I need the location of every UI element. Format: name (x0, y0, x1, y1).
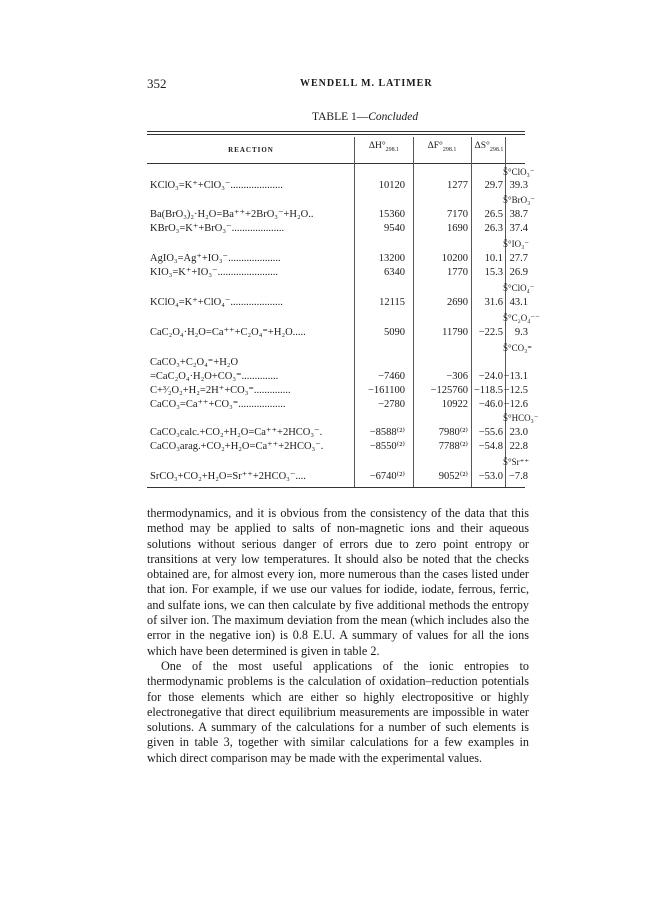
ds-cell: −118.5 (473, 385, 503, 396)
ion-value-cell: 37.4 (509, 223, 528, 234)
df-cell: 2690 (447, 297, 468, 308)
header-dh-symbol: ΔH° (368, 141, 386, 151)
ion-value-cell: −12.5 (503, 385, 528, 396)
running-head: WENDELL M. LATIMER (300, 78, 433, 89)
ion-value-cell: −13.1 (503, 371, 528, 382)
ion-label: S̄°HCO₃⁻ (503, 413, 539, 423)
ds-cell: −55.6 (478, 427, 503, 438)
ion-label: S̄°ClO₄⁻ (503, 283, 535, 293)
table-row (147, 440, 528, 454)
ds-cell: 10.1 (484, 253, 503, 264)
dh-cell: 13200 (378, 253, 405, 264)
ion-label: S̄°ClO₃⁻ (503, 167, 535, 177)
header-df-symbol: ΔF° (427, 141, 443, 151)
reaction-cell: AgIO₃=Ag⁺+IO₃⁻.................... (150, 253, 281, 264)
ion-value-cell: 27.7 (509, 253, 528, 264)
table-row (147, 252, 528, 266)
table-title (312, 111, 418, 123)
table-row (147, 266, 528, 280)
df-cell: 1277 (447, 180, 468, 191)
reaction-cell: KIO₃=K⁺+IO₃⁻....................... (150, 267, 278, 278)
table-header-rule (147, 163, 525, 164)
df-cell: −306 (446, 371, 468, 382)
table-top-rule-2 (147, 134, 525, 135)
header-dh (357, 141, 411, 153)
header-df (415, 141, 469, 153)
header-ds-sub: 298.1 (489, 146, 504, 153)
ds-cell: 29.7 (484, 180, 503, 191)
header-reaction: REACTION (228, 146, 274, 154)
reaction-cell: CaC₂O₄·H₂O=Ca⁺⁺+C₂O₄⁼+H₂O..... (150, 327, 306, 338)
ds-cell: 26.5 (484, 209, 503, 220)
table-row (147, 326, 528, 340)
ion-label: S̄°CO₃⁼ (503, 343, 532, 353)
dh-cell: −8550⁽²⁾ (369, 441, 405, 452)
header-ds-symbol: ΔS° (474, 141, 490, 151)
df-cell: 7170 (447, 209, 468, 220)
df-cell: 1690 (447, 223, 468, 234)
reaction-cell: CaCO₃+C₂O₄⁼+H₂O (150, 357, 239, 368)
dh-cell: −7460 (378, 371, 405, 382)
table-top-rule (147, 131, 525, 132)
df-cell: 10922 (441, 399, 468, 410)
ion-label: S̄°C₂O₄⁻⁻ (503, 313, 540, 323)
table-row (147, 208, 528, 222)
dh-cell: 12115 (379, 297, 405, 308)
dh-cell: −2780 (378, 399, 405, 410)
reaction-cell: C+³⁄₂O₂+H₂=2H⁺+CO₃⁼.............. (150, 385, 291, 396)
ion-value-cell: 38.7 (509, 209, 528, 220)
ds-cell: −22.5 (478, 327, 503, 338)
dh-cell: 6340 (384, 267, 405, 278)
reaction-cell: Ba(BrO₃)₂·H₂O=Ba⁺⁺+2BrO₃⁻+H₂O.. (150, 209, 314, 220)
reaction-cell: KBrO₃=K⁺+BrO₃⁻.................... (150, 223, 285, 234)
table-row (147, 370, 528, 384)
reaction-cell: CaCO₃arag.+CO₂+H₂O=Ca⁺⁺+2HCO₃⁻. (150, 441, 324, 452)
dh-cell: −6740⁽²⁾ (369, 471, 405, 482)
reaction-cell: KClO₄=K⁺+ClO₄⁻.................... (150, 297, 283, 308)
df-cell: 9052⁽²⁾ (438, 471, 468, 482)
dh-cell: 10120 (378, 180, 405, 191)
body-paragraph: thermodynamics, and it is obvious from the consistency of the data that this method may be applied to salts of non-magnetic ions and their aqueous solutions without serious danger of errors due to zero point entropy or transitions at very low temperatures. It should also be noted that the checks obtained are, for almost every ion, more numerous than the cases listed under that ion. For example, if we use our values for iodide, iodate, ferrous, ferric, and sulfate ions, we can then calculate by five additional methods the entropy of silver ion. The maximum deviation from the mean (which includes also the error in the negative ion) is 0.8 E.U. A summary of values for all the ions which have been determined is given in table 2. (147, 506, 529, 658)
df-cell: 10200 (441, 253, 468, 264)
header-ds (472, 141, 506, 153)
dh-cell: −161100 (367, 385, 405, 396)
table-title-suffix: Concluded (368, 111, 419, 123)
ion-label: S̄°IO₃⁻ (503, 239, 529, 249)
dh-cell: −8588⁽²⁾ (369, 427, 405, 438)
dh-cell: 9540 (384, 223, 405, 234)
dh-cell: 15360 (378, 209, 405, 220)
header-dh-sub: 298.1 (385, 146, 400, 153)
table-row (147, 398, 528, 412)
dh-cell: 5090 (384, 327, 405, 338)
table-row (147, 179, 528, 193)
ds-cell: −54.8 (478, 441, 503, 452)
reaction-cell: CaCO₃calc.+CO₂+H₂O=Ca⁺⁺+2HCO₃⁻. (150, 427, 323, 438)
ion-label: S̄°Sr⁺⁺ (503, 457, 530, 467)
table-bottom-rule (147, 487, 525, 488)
table-row (147, 384, 528, 398)
reaction-cell: KClO₃=K⁺+ClO₃⁻.................... (150, 180, 283, 191)
ion-value-cell: 9.3 (514, 327, 528, 338)
table-row (147, 222, 528, 236)
ds-cell: −46.0 (478, 399, 503, 410)
ds-cell: 31.6 (484, 297, 503, 308)
df-cell: 7980⁽²⁾ (438, 427, 468, 438)
ion-value-cell: 39.3 (509, 180, 528, 191)
reaction-cell: CaCO₃=Ca⁺⁺+CO₃⁼.................. (150, 399, 286, 410)
ds-cell: 15.3 (484, 267, 503, 278)
body-paragraph: One of the most useful applications of the ionic entropies to thermodynamic problems is the calculation of oxidation–reduction potentials for those elements which are either so highly electropositive or highly electronegative that direct equilibrium measurements are impossible in water solutions. A summary of the calculations for a number of such elements is given in table 3, together with similar calculations for a few examples in which direct comparison may be made with the experimental values. (147, 658, 529, 765)
ion-value-cell: −12.6 (503, 399, 528, 410)
df-cell: −125760 (430, 385, 468, 396)
table-row (147, 426, 528, 440)
ion-value-cell: 23.0 (509, 427, 528, 438)
reaction-cell: SrCO₃+CO₂+H₂O=Sr⁺⁺+2HCO₃⁻.... (150, 471, 306, 482)
ds-cell: 26.3 (484, 223, 503, 234)
ds-cell: −24.0 (478, 371, 503, 382)
body-text (147, 506, 529, 766)
ion-value-cell: 22.8 (509, 441, 528, 452)
header-df-sub: 298.1 (442, 146, 457, 153)
df-cell: 11790 (442, 327, 468, 338)
table-row (147, 356, 525, 370)
page-number: 352 (147, 76, 167, 91)
df-cell: 7788⁽²⁾ (438, 441, 468, 452)
ion-value-cell: 43.1 (509, 297, 528, 308)
table-row (147, 470, 528, 484)
table-row (147, 296, 528, 310)
ds-cell: −53.0 (478, 471, 503, 482)
ion-value-cell: 26.9 (509, 267, 528, 278)
table-title-prefix: TABLE 1— (312, 111, 369, 123)
ion-value-cell: −7.8 (508, 471, 528, 482)
df-cell: 1770 (447, 267, 468, 278)
ion-label: S̄°BrO₃⁻ (503, 195, 535, 205)
reaction-cell: =CaC₂O₄·H₂O+CO₃⁼.............. (150, 371, 279, 382)
